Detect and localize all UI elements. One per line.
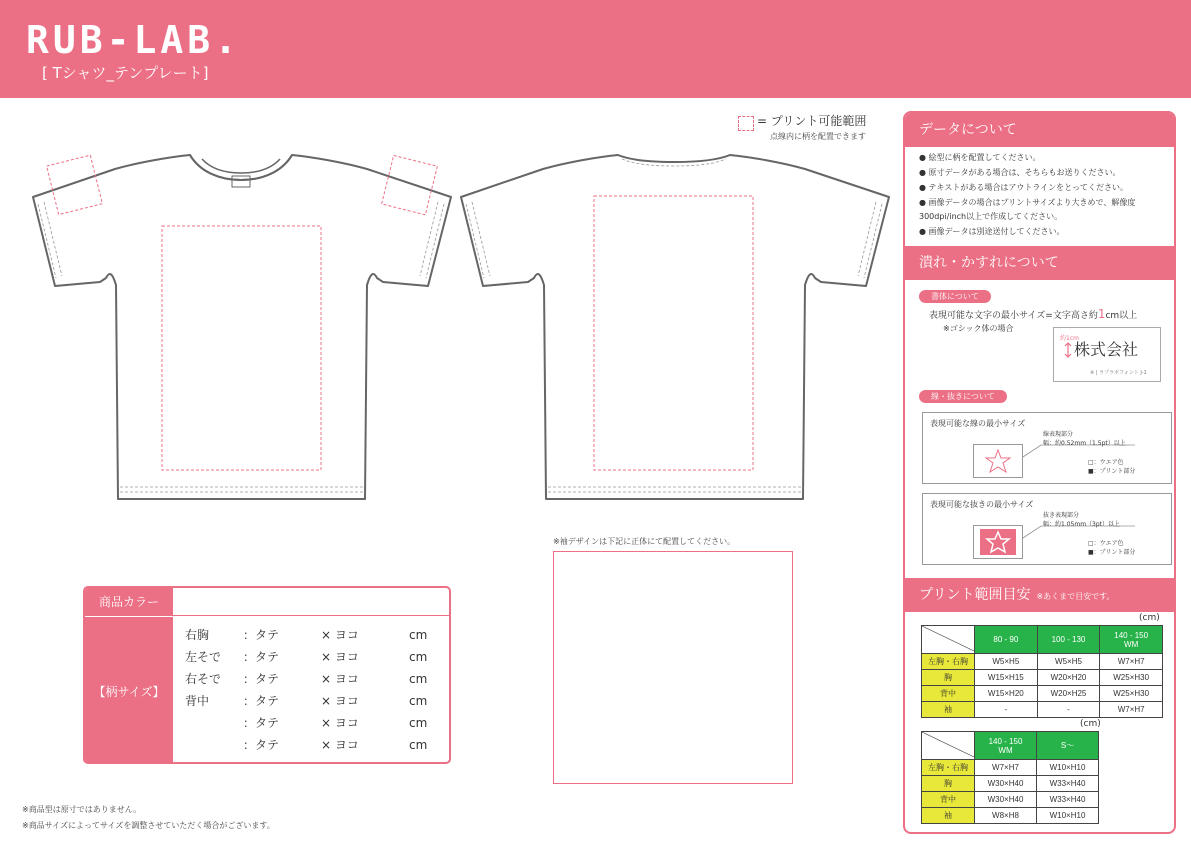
print-area-left-sleeve [47, 155, 103, 214]
height-arrow-icon [1064, 342, 1072, 358]
table-corner [922, 732, 975, 760]
table-cell: W7×H7 [1100, 654, 1163, 670]
table-cell: W15×H15 [975, 670, 1038, 686]
table-row-label: 背中 [922, 792, 975, 808]
table-cell: W30×H40 [975, 776, 1037, 792]
size-row-unit: cm [409, 650, 428, 664]
table-cell: W8×H8 [975, 808, 1037, 824]
table-header: 100 - 130 [1037, 626, 1100, 654]
table-row-label: 左胸・右胸 [922, 654, 975, 670]
data-bullet: ● 絵型に柄を配置してください。 [919, 153, 1041, 162]
line-pill: 線・抜きについて [919, 390, 1007, 403]
table-cell: W5×H5 [975, 654, 1038, 670]
min-knockout-sample [973, 525, 1023, 559]
table-row-label: 左胸・右胸 [922, 760, 975, 776]
footnote-scale: ※商品型は原寸ではありません。 [22, 805, 142, 814]
product-color-label: 商品カラー [85, 588, 173, 616]
size-row-unit: cm [409, 628, 428, 642]
table-corner [922, 626, 975, 654]
print-area-legend-note: 点線内に柄を配置できます [770, 132, 866, 141]
print-section-title: プリント範囲目安 ※あくまで目安です。 [905, 578, 1176, 612]
table-row-label: 胸 [922, 776, 975, 792]
table-header: S～ [1037, 732, 1099, 760]
font-sample-size: 約1cm [1060, 335, 1079, 342]
table-header: 80 - 90 [975, 626, 1038, 654]
size-row[interactable] [185, 646, 445, 668]
size-row-position: 背中 [185, 694, 210, 708]
data-bullet: ● テキストがある場合はアウトラインをとってください。 [919, 183, 1128, 192]
header-bar [0, 0, 1191, 98]
data-bullet: 300dpi/inch以上で作成してください。 [919, 212, 1063, 221]
table1-unit: (cm) [1139, 613, 1160, 623]
info-panel [903, 111, 1176, 834]
table-cell: W33×H40 [1037, 776, 1099, 792]
size-row[interactable] [185, 734, 445, 756]
size-row-width: × ヨコ [321, 628, 359, 642]
table-corner-diagonal [922, 626, 974, 651]
blur-section-title: 潰れ・かすれについて [905, 246, 1176, 280]
size-row-height: ：タテ [243, 716, 280, 730]
brand-logo: RUB-LAB. [26, 18, 242, 62]
template-subtitle: [ Tシャツ_テンプレート] [42, 64, 209, 82]
size-row-height: ：タテ [243, 650, 280, 664]
sleeve-design-note: ※袖デザインは下記に正体にて配置してください。 [553, 537, 736, 546]
star-outline-icon [974, 445, 1022, 477]
pattern-size-label: 【柄サイズ】 [85, 616, 173, 764]
tshirt-templates [0, 140, 900, 510]
font-sample-box [1053, 327, 1161, 382]
print-section-note: ※あくまで目安です。 [1036, 592, 1115, 601]
size-row-width: × ヨコ [321, 716, 359, 730]
table-cell: W25×H30 [1100, 670, 1163, 686]
size-row-position: 右そで [185, 672, 222, 686]
font-sample-text: 株式会社 [1074, 340, 1139, 359]
size-row-unit: cm [409, 694, 428, 708]
table-row-label: 背中 [922, 686, 975, 702]
order-form [83, 586, 451, 764]
legend-print-part: ■：プリント部分 [1088, 468, 1136, 475]
table-corner-diagonal [922, 732, 974, 757]
data-bullet: ● 画像データの場合はプリントサイズより大きめで、解像度 [919, 198, 1136, 207]
table-cell: W7×H7 [1100, 702, 1163, 718]
table-cell: W10×H10 [1037, 760, 1099, 776]
size-row[interactable] [185, 668, 445, 690]
product-color-field[interactable] [173, 588, 451, 616]
size-row-unit: cm [409, 672, 428, 686]
data-bullet: ● 原寸データがある場合は、そちらもお送りください。 [919, 168, 1121, 177]
table-cell: W5×H5 [1037, 654, 1100, 670]
min-line-sample [973, 444, 1023, 478]
legend-wear-color: □：ウエア色 [1088, 540, 1124, 547]
size-row-height: ：タテ [243, 672, 280, 686]
table-cell: W15×H20 [975, 686, 1038, 702]
min-knockout-box [922, 493, 1172, 565]
min-line-box [922, 412, 1172, 484]
size-row-unit: cm [409, 738, 428, 752]
print-range-table-1 [921, 625, 1163, 718]
size-row-width: × ヨコ [321, 650, 359, 664]
table-row-label: 袖 [922, 702, 975, 718]
size-row-width: × ヨコ [321, 738, 359, 752]
size-row-position: 右胸 [185, 628, 210, 642]
font-sample-font: ※ | ラプラボフォント J-1 [1090, 370, 1147, 376]
table-header: 140 - 150 WM [975, 732, 1037, 760]
min-line-caption: 線表現部分 [1043, 431, 1074, 438]
sleeve-design-area[interactable] [553, 551, 793, 784]
data-bullet: ● 画像データは別途送付してください。 [919, 227, 1065, 236]
size-row-width: × ヨコ [321, 694, 359, 708]
font-sub-note: ※ゴシック体の場合 [943, 324, 1014, 333]
table-cell: W7×H7 [975, 760, 1037, 776]
size-row-unit: cm [409, 716, 428, 730]
footnote-size-adjust: ※商品サイズによってサイズを調整させていただく場合がございます。 [22, 821, 275, 830]
font-min-size-text: 表現可能な文字の最小サイズ=文字高さ約1cm以上 [929, 307, 1138, 321]
print-area-back-body [594, 196, 753, 470]
table-cell: W33×H40 [1037, 792, 1099, 808]
min-knockout-width: 幅：約1.05mm（3pt）以上 [1043, 521, 1121, 528]
table-cell: W10×H10 [1037, 808, 1099, 824]
min-line-title: 表現可能な線の最小サイズ [930, 419, 1026, 428]
star-knockout-icon [980, 529, 1016, 555]
print-area-legend-label: = プリント可能範囲 [757, 114, 867, 128]
table-cell: W25×H30 [1100, 686, 1163, 702]
legend-print-part: ■：プリント部分 [1088, 549, 1136, 556]
table-cell: W30×H40 [975, 792, 1037, 808]
size-row-height: ：タテ [243, 738, 280, 752]
table-cell: - [1037, 702, 1100, 718]
size-row-height: ：タテ [243, 694, 280, 708]
min-knockout-caption: 抜き表現部分 [1043, 512, 1080, 519]
size-row[interactable] [185, 624, 445, 646]
table-cell: W20×H20 [1037, 670, 1100, 686]
size-row-height: ：タテ [243, 628, 280, 642]
size-row-position: 左そで [185, 650, 222, 664]
data-section-title: データについて [905, 113, 1176, 147]
table-row-label: 胸 [922, 670, 975, 686]
tshirt-back [461, 155, 889, 499]
size-row[interactable] [185, 712, 445, 734]
table-header: 140 - 150 WM [1100, 626, 1163, 654]
print-area-right-sleeve [382, 155, 438, 214]
print-range-table-2 [921, 731, 1099, 824]
tshirt-front [33, 155, 451, 499]
size-row[interactable] [185, 690, 445, 712]
min-line-width: 幅：約0.52mm（1.5pt）以上 [1043, 440, 1126, 447]
legend-wear-color: □：ウエア色 [1088, 459, 1124, 466]
table2-unit: (cm) [1080, 719, 1101, 729]
print-area-front-body [162, 226, 321, 470]
size-row-width: × ヨコ [321, 672, 359, 686]
font-pill: 書体について [919, 290, 991, 303]
table-cell: W20×H25 [1037, 686, 1100, 702]
table-cell: - [975, 702, 1038, 718]
min-knockout-title: 表現可能な抜きの最小サイズ [930, 500, 1034, 509]
table-row-label: 袖 [922, 808, 975, 824]
print-area-legend-swatch [738, 116, 754, 131]
